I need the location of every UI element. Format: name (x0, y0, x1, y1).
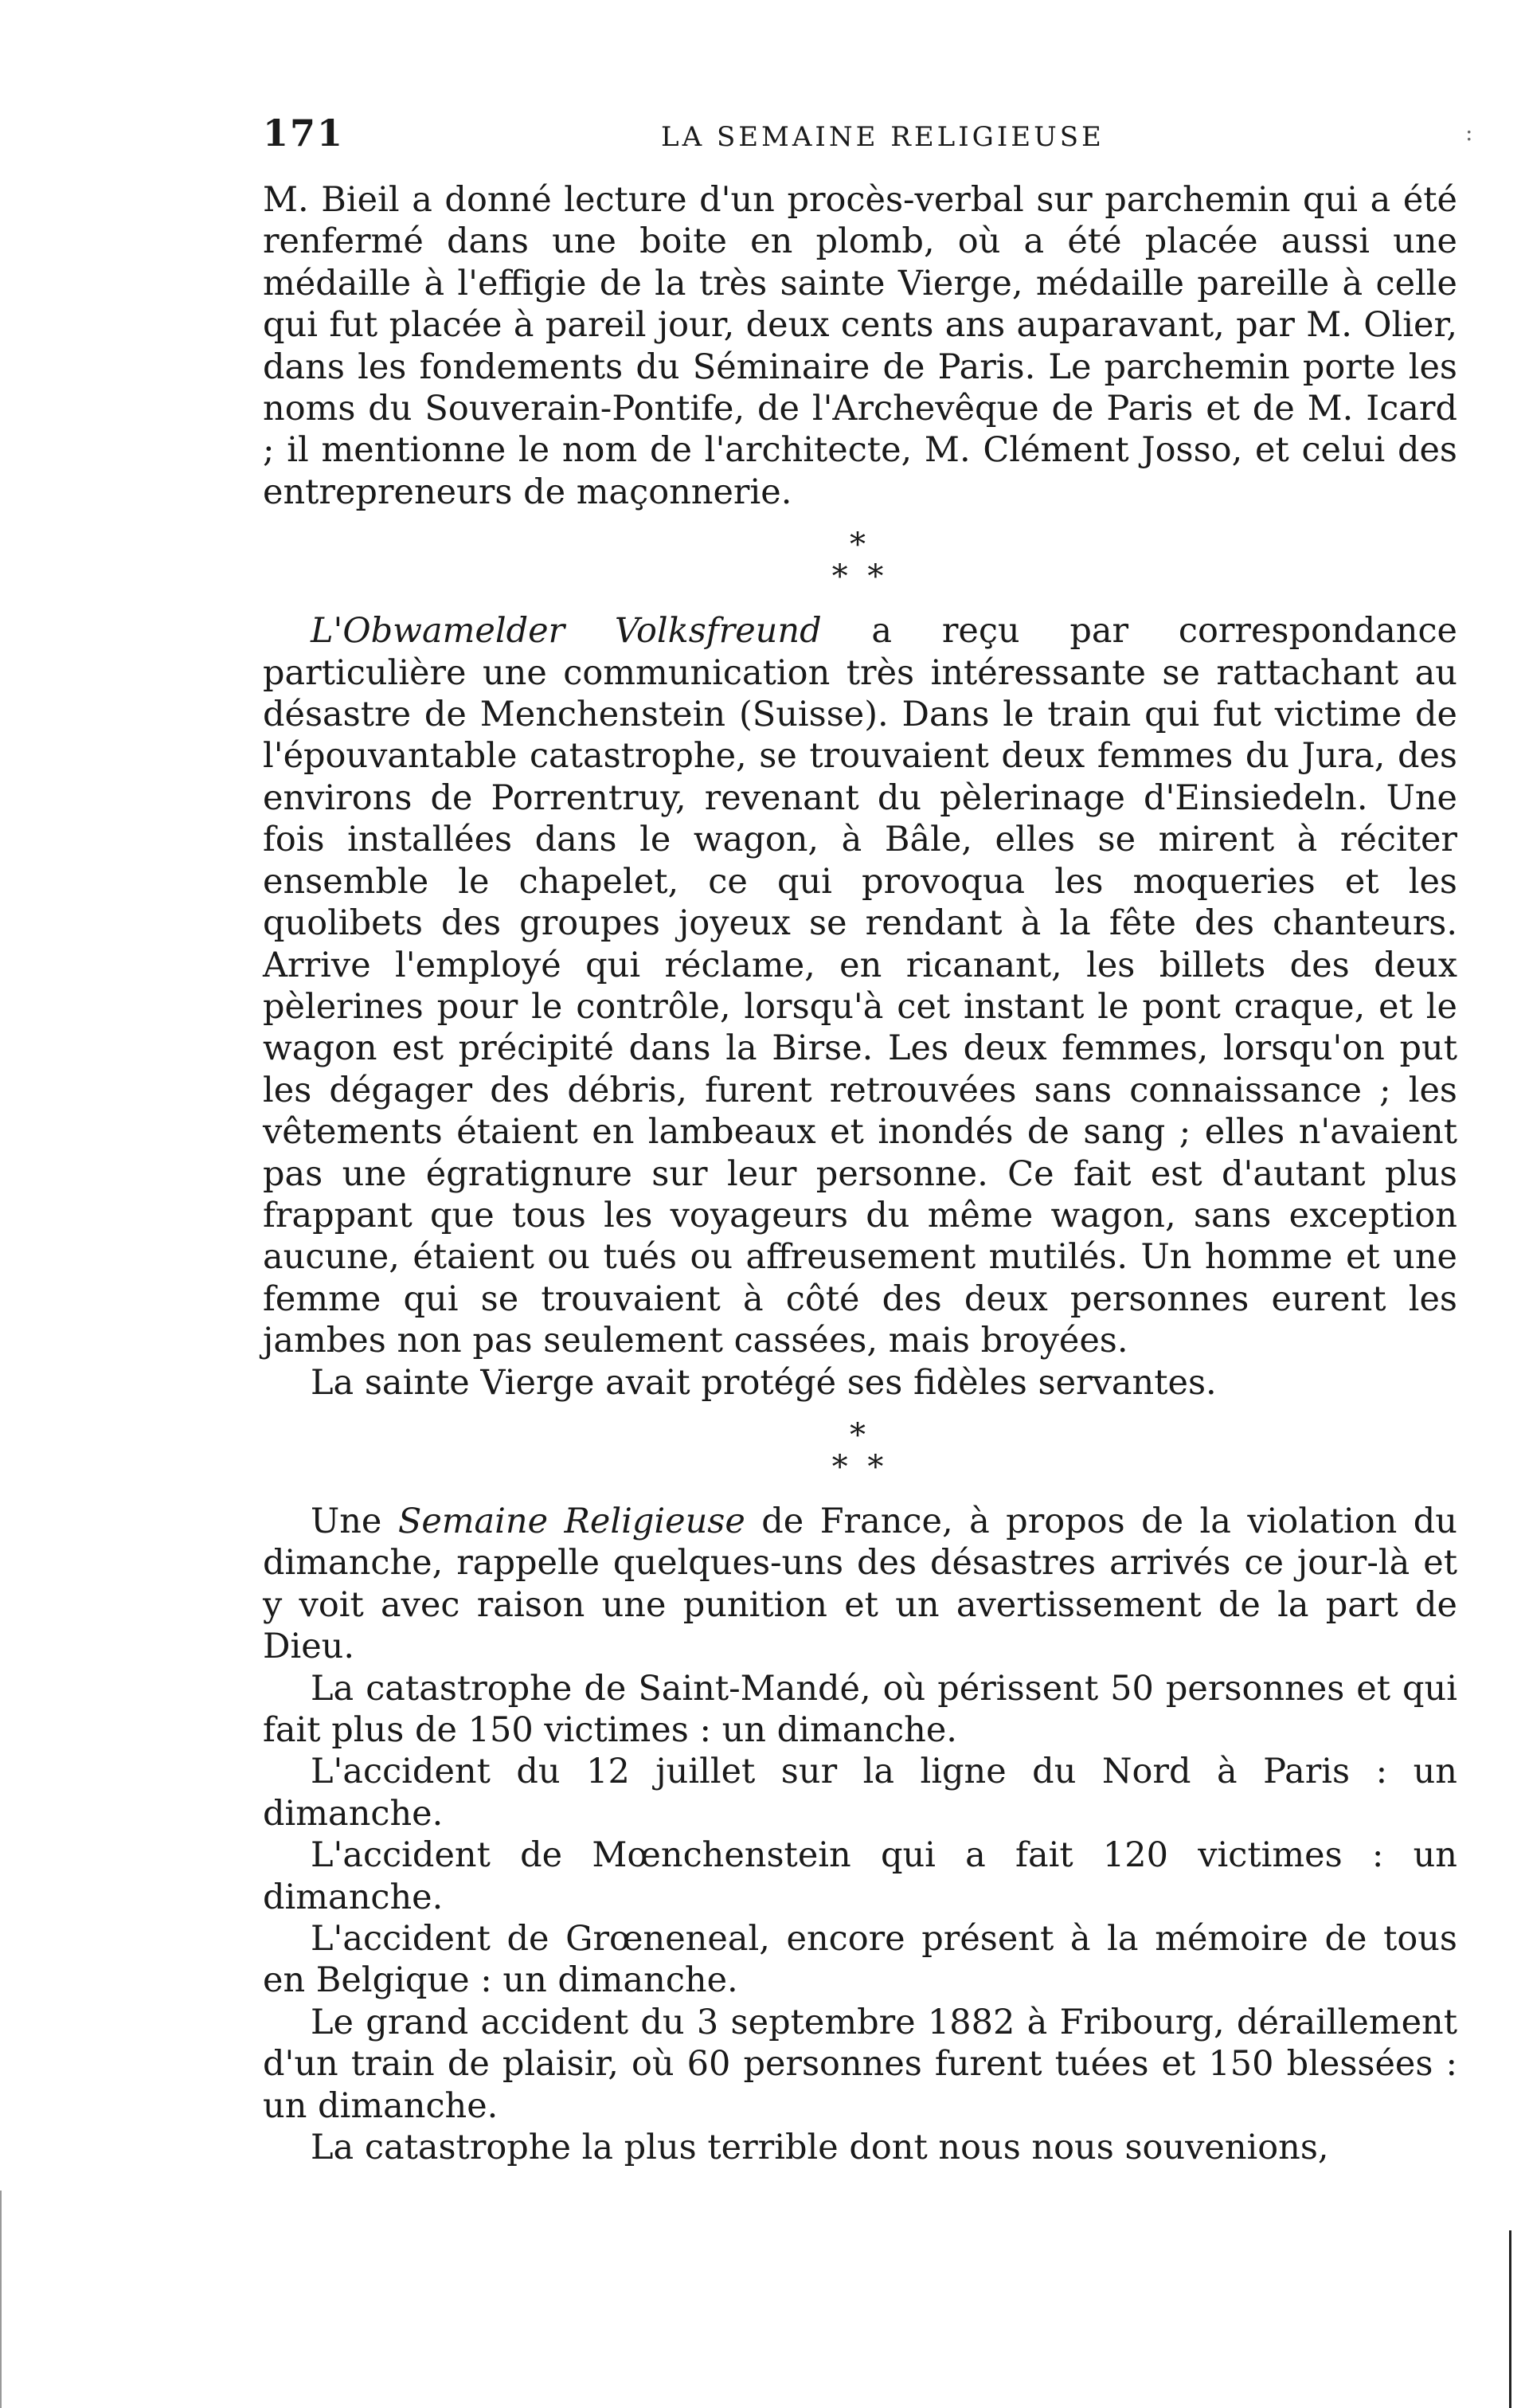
paragraph-6: L'accident du 12 juillet sur la ligne du Nord à Paris : un dimanche. (263, 1752, 1457, 1834)
newspaper-title: L'Obwamelder Volksfreund (311, 611, 822, 652)
asterism-bottom: * * (831, 1448, 889, 1486)
paragraph-5: La catastrophe de Saint-Mandé, où périssent 50 personnes et qui fait plus de 150 victimes : un dimanche. (263, 1668, 1457, 1750)
publication-title: Semaine Religieuse (397, 1501, 745, 1541)
scan-edge-left (0, 2191, 2, 2408)
asterism-bottom: * * (831, 558, 889, 596)
paragraph-9: Le grand accident du 3 septembre 1882 à Fribourg, déraillement d'un train de plaisir, où 60 personnes furent tuées et 150 blessées : un dimanche. (263, 2002, 1457, 2126)
page-number: 171 (263, 112, 345, 155)
paragraph-3: La sainte Vierge avait protégé ses fidèles servantes. (311, 1362, 1217, 1403)
body-text (263, 179, 1457, 2168)
paragraph-7: L'accident de Mœnchenstein qui a fait 120 victimes : un dimanche. (263, 1835, 1457, 1917)
scan-edge-right (1509, 2230, 1511, 2408)
running-title: LA SEMAINE RELIGIEUSE (661, 121, 1105, 153)
paragraph-2-text: a reçu par correspondance particulière une communication très intéressante se rattachant au désastre de Menchenstein (Suisse). Dans le train qui fut victime de l'épouvantable catastrophe, se trouvaient deux femmes du Jura, des environs de Porrentruy, revenant du pèlerinage d'Einsiedeln. Une fois installées dans le wagon, à Bâle, elles se mirent à réciter ensemble le chapelet, ce qui provoqua les moqueries et les quolibets des groupes joyeux se rendant à la fête des chanteurs. Arrive l'employé qui réclame, en ricanant, les billets des deux pèlerines pour le contrôle, lorsqu'à cet instant le pont craque, et le wagon est précipité dans la Birse. Les deux femmes, lorsqu'on put les dégager des débris, furent retrouvées sans connaissance ; les vêtements étaient en lambeaux et inondés de sang ; elles n'avaient pas une égratignure sur leur personne. Ce fait est d'autant plus frappant que tous les voyageurs du même wagon, sans exception aucune, étaient ou tués ou affreusement mutilés. Un homme et une femme qui se trouvaient à côté des deux personnes eurent les jambes non pas seulement cassées, mais broyées. (263, 611, 1457, 1361)
paragraph-1: M. Bieil a donné lecture d'un procès-verbal sur parchemin qui a été renfermé dans une boite en plomb, où a été placée aussi une médaille à l'effigie de la très sainte Vierge, médaille pareille à celle qui fut placée à pareil jour, deux cents ans auparavant, par M. Olier, dans les fondements du Séminaire de Paris. Le parchemin porte les noms du Souverain-Pontife, de l'Archevêque de Paris et de M. Icard ; il mentionne le nom de l'architecte, M. Clément Josso, et celui des entrepreneurs de maçonnerie. (263, 180, 1457, 512)
asterism-top: * (850, 1416, 870, 1454)
paragraph-4-start: Une (311, 1501, 398, 1541)
paragraph-10: La catastrophe la plus terrible dont nous nous souvenions, (311, 2128, 1329, 2168)
margin-mark: : (1465, 119, 1473, 146)
section-separator-1 (263, 513, 1457, 610)
section-separator-2 (263, 1404, 1457, 1501)
paragraph-4-text: de France, à propos de la violation du dimanche, rappelle quelques-uns des désastres arrivés ce jour-là et y voit avec raison une punition et un avertissement de la part de Dieu. (263, 1501, 1458, 1667)
paragraph-8: L'accident de Grœneneal, encore présent à la mémoire de tous en Belgique : un dimanche. (263, 1919, 1457, 2001)
page-header (263, 112, 1457, 167)
paragraph-4 (263, 1501, 1457, 1668)
paragraph-2 (263, 610, 1457, 1361)
asterism-top: * (850, 527, 870, 564)
